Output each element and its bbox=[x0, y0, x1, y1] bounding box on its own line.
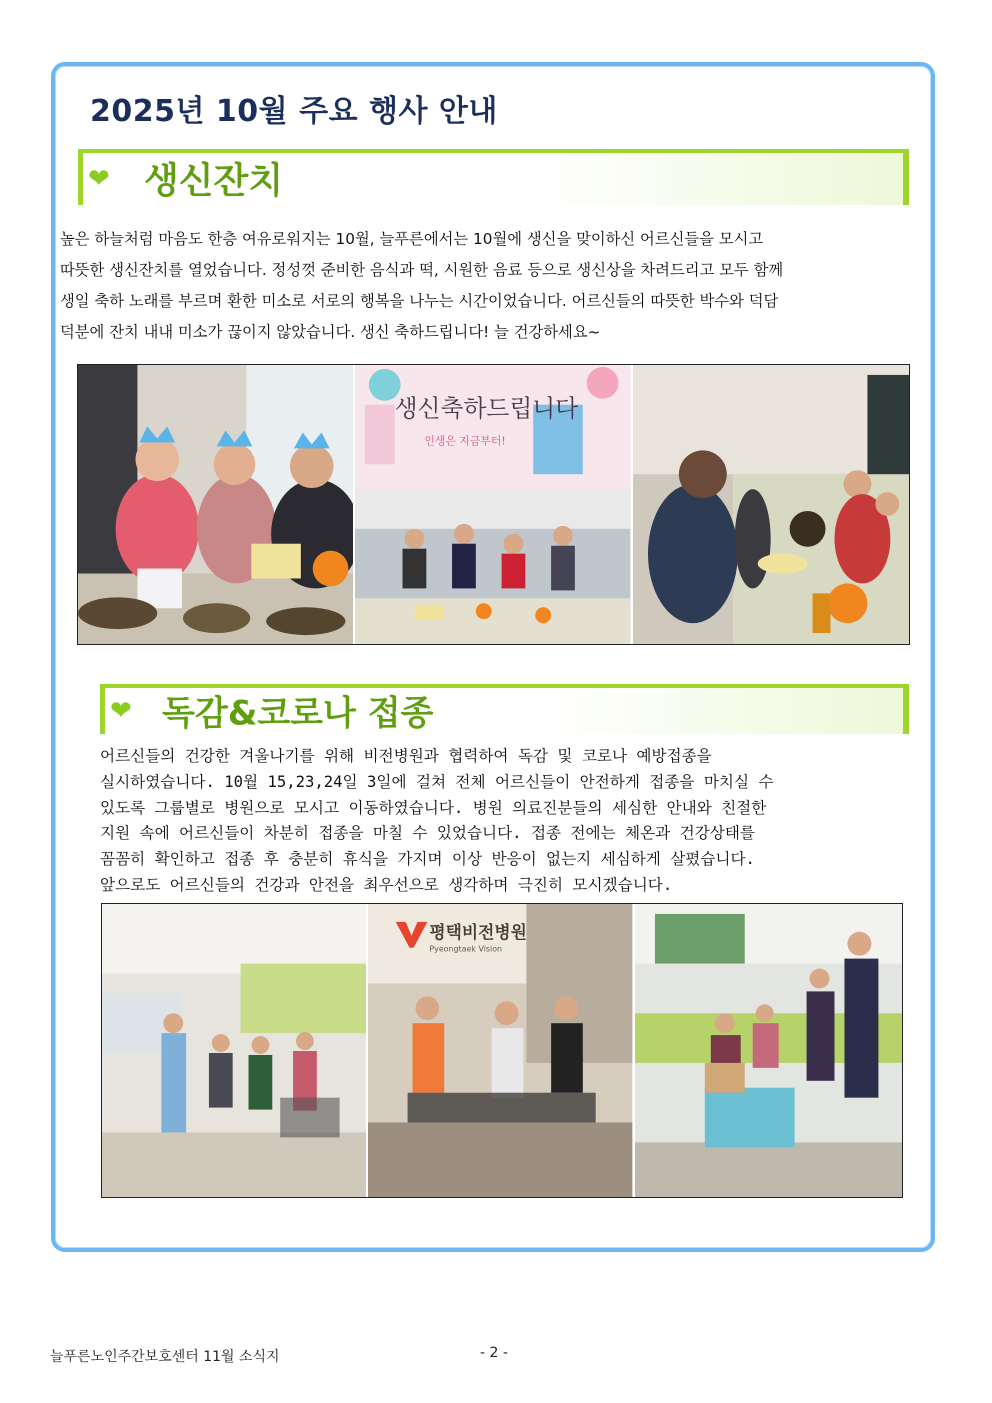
photo-birthday-seniors bbox=[78, 365, 355, 644]
body-line: 어르신들의 건강한 겨울나기를 위해 비전병원과 협력하여 독감 및 코로나 예방접종을 bbox=[100, 747, 712, 765]
page-number: - 2 - bbox=[480, 1345, 508, 1361]
section-title: 독감&코로나 접종 bbox=[162, 693, 434, 734]
newsletter-name: 늘푸른노인주간보호센터 11월 소식지 bbox=[50, 1349, 280, 1365]
photo-hospital-lobby bbox=[102, 904, 368, 1197]
heart-icon: ❤ bbox=[88, 164, 110, 194]
section-body-birthday bbox=[60, 224, 783, 348]
body-line: 덕분에 잔치 내내 미소가 끊이지 않았습니다. 생신 축하드립니다! 늘 건강하세요~ bbox=[60, 323, 601, 341]
photo-strip-vaccination bbox=[101, 903, 903, 1198]
heart-icon: ❤ bbox=[110, 696, 132, 726]
body-line: 따뜻한 생신잔치를 열었습니다. 정성껏 준비한 음식과 떡, 시원한 음료 등으로 생신상을 차려드리고 모두 함께 bbox=[60, 261, 784, 279]
section-header-vaccination bbox=[100, 684, 909, 734]
photo-vaccination-station bbox=[635, 904, 902, 1197]
photo-sign-subtext: Pyeongtaek Vision bbox=[429, 944, 503, 954]
body-line: 앞으로도 어르신들의 건강과 안전을 최우선으로 생각하며 극진히 모시겠습니다. bbox=[100, 875, 673, 894]
body-line: 실시하였습니다. 10월 15,23,24일 3일에 걸쳐 전체 어르신들이 안전하게 접종을 마치실 수 bbox=[100, 772, 774, 791]
photo-birthday-bow bbox=[633, 365, 909, 644]
photo-banner-subtext: 인생은 지금부터! bbox=[424, 434, 507, 448]
body-line: 생일 축하 노래를 부르며 환한 미소로 서로의 행복을 나누는 시간이었습니다. 어르신들의 따뜻한 박수와 덕담 bbox=[60, 292, 779, 310]
body-line: 지원 속에 어르신들이 차분히 접종을 마칠 수 있었습니다. 접종 전에는 체온과 건강상태를 bbox=[100, 824, 755, 843]
page-title: 2025년 10월 주요 행사 안내 bbox=[90, 94, 498, 129]
section-title: 생신잔치 bbox=[144, 160, 284, 202]
photo-hospital-sign bbox=[368, 904, 634, 1197]
photo-strip-birthday bbox=[77, 364, 910, 645]
section-header-birthday bbox=[78, 149, 909, 205]
body-line: 높은 하늘처럼 마음도 한층 여유로워지는 10월, 늘푸른에서는 10월에 생신을 맞이하신 어르신들을 모시고 bbox=[60, 230, 764, 248]
photo-sign-text: 평택비전병원 bbox=[429, 921, 528, 942]
body-line: 있도록 그룹별로 병원으로 모시고 이동하였습니다. 병원 의료진분들의 세심한 안내와 친절한 bbox=[100, 798, 767, 817]
photo-banner-text: 생신축하드립니다 bbox=[394, 394, 579, 423]
photo-birthday-banner-group bbox=[355, 365, 632, 644]
body-line: 꼼꼼히 확인하고 접종 후 충분히 휴식을 가지며 이상 반응이 없는지 세심하게 살폈습니다. bbox=[100, 850, 755, 869]
section-body-vaccination bbox=[100, 744, 774, 899]
